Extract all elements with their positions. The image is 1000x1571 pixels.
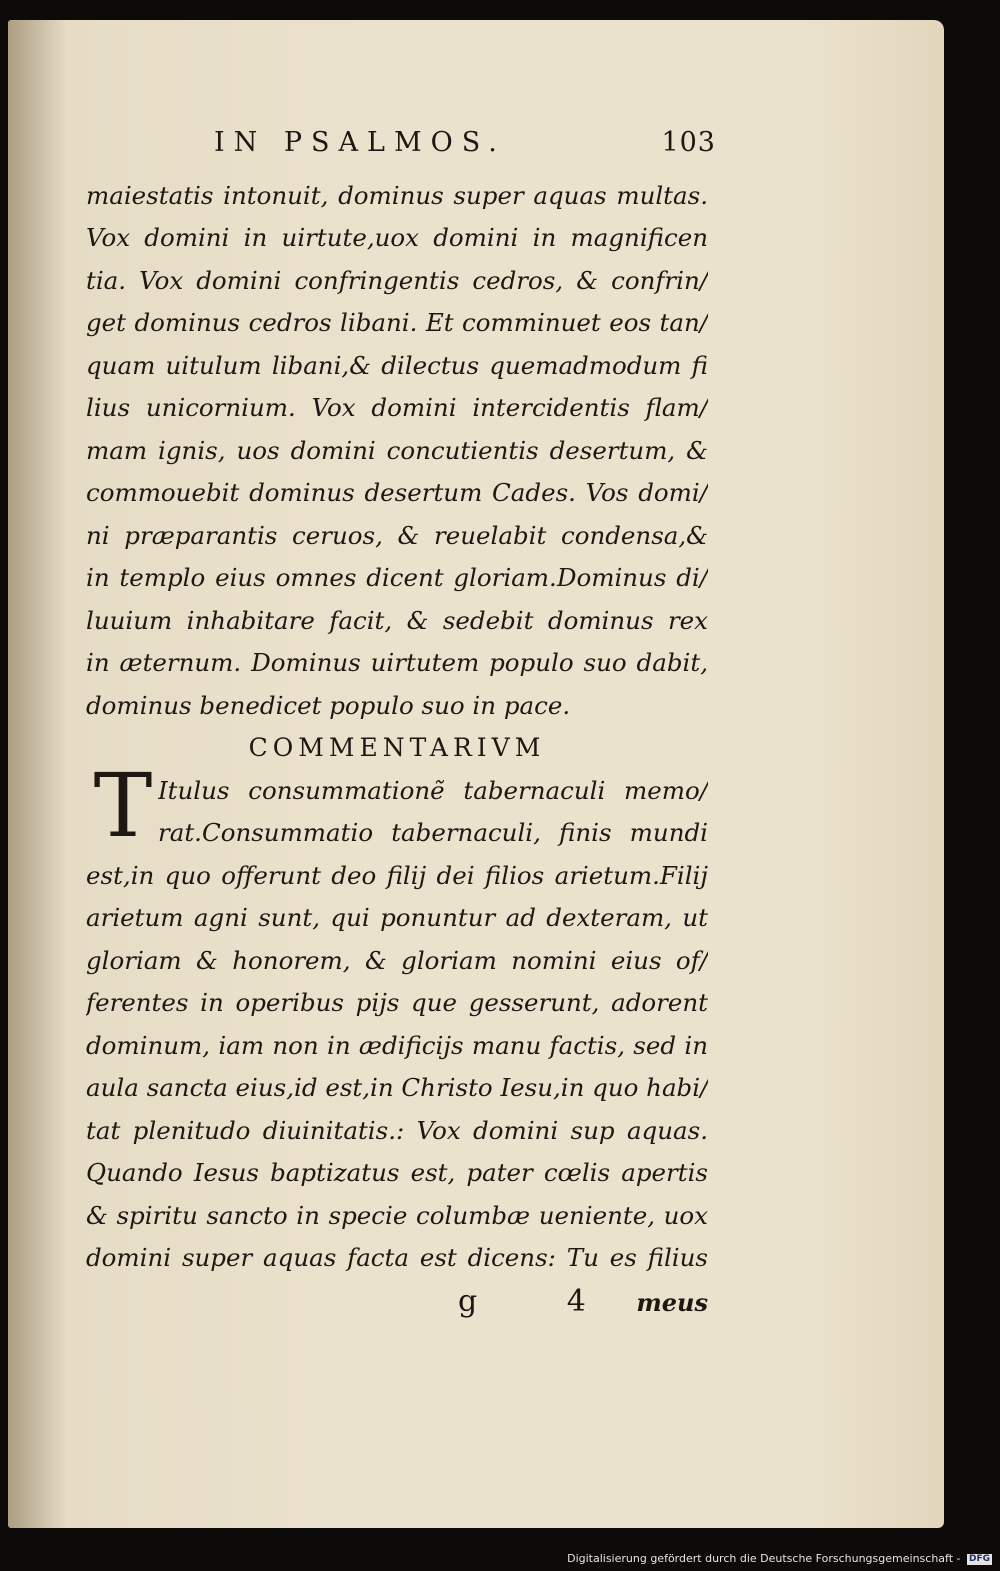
text-line: ferentes in operibus pijs que gesserunt, adorent — [86, 988, 708, 1017]
text-line: & spiritu sancto in specie columbæ ueniente, uox — [86, 1201, 708, 1230]
text-line: ni præparantis ceruos, & reuelabit condensa,& — [86, 521, 708, 550]
page-number: 103 — [661, 127, 716, 158]
text-line: commouebit dominus desertum Cades. Vos domi/ — [86, 478, 708, 507]
text-line: in templo eius omnes dicent gloriam.Dominus di/ — [86, 563, 708, 592]
text-line: gloriam & honorem, & gloriam nomini eius of/ — [86, 946, 708, 975]
text-line: dominum, iam non in ædificijs manu factis, sed in — [86, 1031, 708, 1060]
dfg-logo: DFG — [968, 1553, 990, 1564]
text-line: aula sancta eius,id est,in Christo Iesu,in quo habi/ — [86, 1073, 708, 1102]
text-line: lius unicornium. Vox domini intercidentis flam/ — [86, 393, 708, 422]
text-line: Vox domini in uirtute,uox domini in magnificen — [86, 223, 708, 252]
text-line: tia. Vox domini confringentis cedros, & confrin/ — [86, 266, 708, 295]
text-line: Itulus consummationẽ tabernaculi memo/ — [158, 776, 708, 805]
running-head-title: IN PSALMOS. — [214, 127, 506, 158]
text-line: Quando Iesus baptizatus est, pater cœlis apertis — [86, 1158, 708, 1187]
page-gutter-shadow — [8, 20, 68, 1528]
text-line: dominus benedicet populo suo in pace. — [86, 691, 571, 720]
signature-mark: g 4 — [458, 1284, 626, 1319]
text-line: domini super aquas facta est dicens: Tu es filius — [86, 1243, 708, 1272]
text-line: est,in quo offerunt deo filij dei filios arietum.Filij — [86, 861, 708, 890]
text-line: quam uitulum libani,& dilectus quemadmodum fi — [86, 351, 708, 380]
text-line: luuium inhabitare facit, & sedebit dominus rex — [86, 606, 708, 635]
digitization-credit — [567, 1552, 992, 1565]
text-line: tat plenitudo diuinitatis.: Vox domini sup aquas. — [86, 1116, 708, 1145]
drop-cap: T — [93, 754, 153, 857]
text-line: in æternum. Dominus uirtutem populo suo dabit, — [86, 648, 708, 677]
text-line: maiestatis intonuit, dominus super aquas multas. — [86, 181, 708, 210]
signature-line — [86, 1284, 708, 1324]
section-heading: COMMENTARIVM — [248, 733, 546, 762]
running-head — [86, 127, 716, 163]
text-line: arietum agni sunt, qui ponuntur ad dexteram, ut — [86, 903, 708, 932]
credit-text: Digitalisierung gefördert durch die Deutsche Forschungsgemeinschaft - — [567, 1552, 961, 1565]
catchword: meus — [636, 1288, 708, 1317]
text-line: get dominus cedros libani. Et comminuet eos tan/ — [86, 308, 708, 337]
text-line: rat.Consummatio tabernaculi, finis mundi — [158, 818, 708, 847]
text-line: mam ignis, uos domini concutientis desertum, & — [86, 436, 708, 465]
